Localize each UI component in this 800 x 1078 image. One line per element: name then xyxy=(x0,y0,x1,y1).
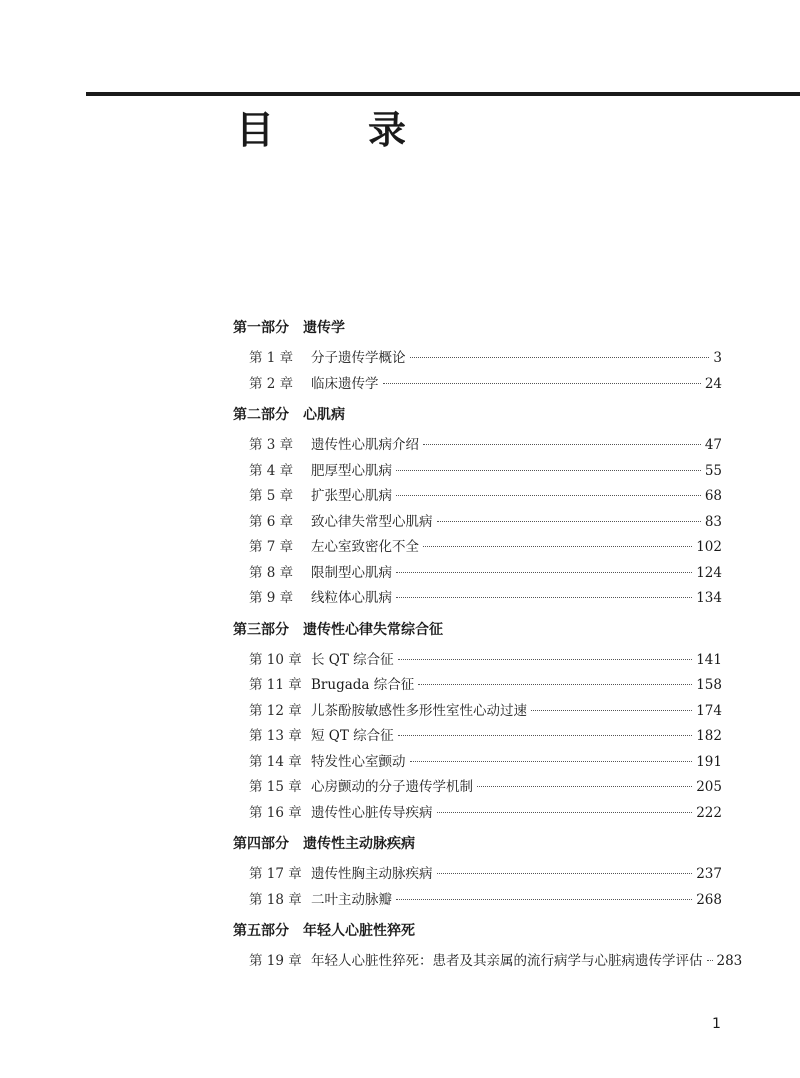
chapter-page: 68 xyxy=(704,488,722,504)
dot-leader xyxy=(396,597,692,598)
dot-leader xyxy=(410,357,710,358)
chapter-number: 第 6 章 xyxy=(249,513,294,530)
dot-leader xyxy=(396,899,692,900)
chapter-number: 第 4 章 xyxy=(249,462,294,479)
part-heading xyxy=(233,616,722,644)
toc-entry[interactable] xyxy=(233,510,722,536)
part-name: 遗传性心律失常综合征 xyxy=(303,621,443,638)
top-rule xyxy=(86,92,800,96)
chapter-page: 83 xyxy=(704,513,722,530)
dot-leader xyxy=(437,521,701,522)
dot-leader xyxy=(410,761,693,762)
chapter-page: 283 xyxy=(716,953,743,969)
dot-leader xyxy=(396,572,692,573)
part-name: 心肌病 xyxy=(303,407,345,423)
chapter-number: 第 9 章 xyxy=(249,590,294,606)
part-heading xyxy=(233,401,722,429)
chapter-page: 141 xyxy=(696,651,722,668)
chapter-page: 158 xyxy=(696,677,722,693)
chapter-title: 左心室致密化不全 xyxy=(311,539,419,555)
dot-leader xyxy=(423,546,692,547)
chapter-number: 第 12 章 xyxy=(249,702,302,719)
dot-leader xyxy=(437,873,693,874)
toc-entry[interactable] xyxy=(233,459,722,485)
toc-entry[interactable] xyxy=(233,561,722,587)
chapter-title: 年轻人心脏性猝死：患者及其亲属的流行病学与心脏病遗传学评估 xyxy=(311,953,703,969)
chapter-title: 肥厚型心肌病 xyxy=(311,462,392,479)
toc-part-3 xyxy=(233,616,722,827)
dot-leader xyxy=(423,444,701,445)
toc-entry[interactable] xyxy=(233,775,722,801)
toc-entry[interactable] xyxy=(233,949,743,975)
chapter-title: 分子遗传学概论 xyxy=(311,350,406,366)
dot-leader xyxy=(437,812,693,813)
chapter-number: 第 1 章 xyxy=(249,350,294,366)
chapter-title: 遗传性心肌病介绍 xyxy=(311,437,419,453)
chapter-number: 第 16 章 xyxy=(249,804,302,821)
toc-entry[interactable] xyxy=(233,724,722,750)
toc-entry[interactable] xyxy=(233,862,722,888)
toc-part-1 xyxy=(233,314,722,397)
chapter-page: 205 xyxy=(696,779,722,795)
chapter-number: 第 2 章 xyxy=(249,375,294,392)
chapter-page: 268 xyxy=(696,891,722,908)
chapter-number: 第 15 章 xyxy=(249,779,302,795)
dot-leader xyxy=(398,735,693,736)
chapter-page: 237 xyxy=(696,866,722,882)
chapter-page: 24 xyxy=(704,375,722,392)
toc-entry[interactable] xyxy=(233,699,722,725)
dot-leader xyxy=(383,383,701,384)
toc-entry[interactable] xyxy=(233,648,722,674)
part-label: 第四部分 xyxy=(233,836,289,852)
dot-leader xyxy=(396,495,701,496)
chapter-number: 第 13 章 xyxy=(249,728,302,744)
toc-entry[interactable] xyxy=(233,346,722,372)
toc-entry[interactable] xyxy=(233,673,722,699)
chapter-page: 134 xyxy=(696,590,722,606)
chapter-title: 扩张型心肌病 xyxy=(311,488,392,504)
page-number: 1 xyxy=(712,1016,721,1032)
chapter-number: 第 7 章 xyxy=(249,539,294,555)
chapter-page: 222 xyxy=(696,804,722,821)
chapter-number: 第 14 章 xyxy=(249,753,302,770)
toc-entry[interactable] xyxy=(233,586,722,612)
chapter-number: 第 11 章 xyxy=(249,677,302,693)
chapter-page: 55 xyxy=(704,462,722,479)
dot-leader xyxy=(477,786,692,787)
chapter-number: 第 5 章 xyxy=(249,488,294,504)
dot-leader xyxy=(707,960,713,961)
part-name: 年轻人心脏性猝死 xyxy=(303,923,415,939)
chapter-title: 长 QT 综合征 xyxy=(311,651,394,668)
chapter-title: 遗传性胸主动脉疾病 xyxy=(311,866,433,882)
part-name: 遗传性主动脉疾病 xyxy=(303,836,415,852)
toc-entry[interactable] xyxy=(233,888,722,914)
chapter-page: 174 xyxy=(696,702,722,719)
toc-part-5 xyxy=(233,917,743,975)
chapter-number: 第 3 章 xyxy=(249,437,294,453)
chapter-title: 线粒体心肌病 xyxy=(311,590,392,606)
chapter-title: 临床遗传学 xyxy=(311,375,379,392)
part-name: 遗传学 xyxy=(303,320,345,336)
dot-leader xyxy=(396,470,701,471)
part-label: 第三部分 xyxy=(233,621,289,638)
chapter-number: 第 10 章 xyxy=(249,651,302,668)
toc-entry[interactable] xyxy=(233,801,722,827)
part-label: 第二部分 xyxy=(233,407,289,423)
part-label: 第五部分 xyxy=(233,923,289,939)
chapter-title: 特发性心室颤动 xyxy=(311,753,406,770)
chapter-page: 182 xyxy=(696,728,722,744)
toc-part-4 xyxy=(233,830,722,913)
dot-leader xyxy=(398,659,693,660)
chapter-page: 47 xyxy=(704,437,722,453)
chapter-page: 3 xyxy=(713,350,722,366)
chapter-title: 短 QT 综合征 xyxy=(311,728,394,744)
toc-entry[interactable] xyxy=(233,484,722,510)
part-heading xyxy=(233,314,722,342)
dot-leader xyxy=(531,710,692,711)
dot-leader xyxy=(418,684,692,685)
part-heading xyxy=(233,917,722,945)
chapter-title: 限制型心肌病 xyxy=(311,564,392,581)
part-heading xyxy=(233,830,722,858)
toc-entry[interactable] xyxy=(233,372,722,398)
chapter-title: Brugada 综合征 xyxy=(311,677,415,693)
table-of-contents xyxy=(233,314,743,975)
chapter-number: 第 19 章 xyxy=(249,953,302,969)
toc-entry[interactable] xyxy=(233,750,722,776)
chapter-title: 儿茶酚胺敏感性多形性室性心动过速 xyxy=(311,702,527,719)
part-label: 第一部分 xyxy=(233,320,289,336)
chapter-title: 二叶主动脉瓣 xyxy=(311,891,392,908)
toc-entry[interactable] xyxy=(233,535,722,561)
chapter-number: 第 17 章 xyxy=(249,866,302,882)
chapter-title: 遗传性心脏传导疾病 xyxy=(311,804,433,821)
chapter-number: 第 18 章 xyxy=(249,891,302,908)
chapter-page: 191 xyxy=(696,753,722,770)
chapter-title: 致心律失常型心肌病 xyxy=(311,513,433,530)
toc-part-2 xyxy=(233,401,722,612)
chapter-number: 第 8 章 xyxy=(249,564,294,581)
toc-entry[interactable] xyxy=(233,433,722,459)
chapter-page: 102 xyxy=(696,539,722,555)
page-title: 目 录 xyxy=(236,108,435,152)
chapter-page: 124 xyxy=(696,564,722,581)
chapter-title: 心房颤动的分子遗传学机制 xyxy=(311,779,473,795)
